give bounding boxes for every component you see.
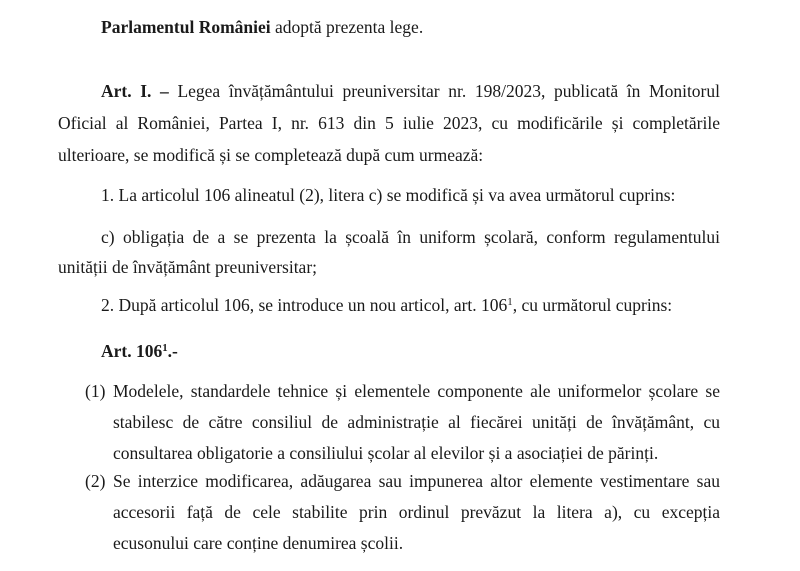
paragraph-2-line-3: ecusonului care conține denumirea școlii.	[113, 533, 404, 553]
superscript-1: 1	[507, 296, 513, 309]
letter-c-line-2: unității de învățământ preuniversitar;	[58, 257, 318, 277]
enactment-clause	[101, 16, 423, 38]
article-106-label: Art. 106	[101, 341, 163, 361]
paragraph-1-number: (1)	[85, 381, 106, 401]
letter-c-line-1: c) obligația de a se prezenta la școală în uniform școlară, conform regulamentului	[101, 227, 720, 247]
amendment-point-2	[101, 294, 672, 316]
paragraph-1-line-1: Modelele, standardele tehnice și elementele componente ale uniformelor școlare se	[113, 381, 720, 401]
paragraph-2-line-1: Se interzice modificarea, adăugarea sau impunerea altor elemente vestimentare sau	[113, 471, 720, 491]
article-1-text-line-3: ulterioare, se modifică și se completează după cum urmează:	[58, 145, 484, 165]
amendment-point-2-suffix: , cu următorul cuprins:	[512, 295, 673, 315]
enactment-text: adoptă prezenta lege.	[270, 17, 424, 37]
amendment-point-1: 1. La articolul 106 alineatul (2), litera c) se modifică și va avea următorul cuprins:	[101, 185, 676, 205]
parliament-name: Parlamentul României	[101, 17, 271, 37]
article-1-heading: Art. I. –	[101, 81, 169, 101]
article-106-1-heading	[101, 340, 178, 362]
paragraph-2-number: (2)	[85, 471, 106, 491]
paragraph-1-line-2: stabilesc de către consiliul de administrație al fiecărei unități de învățământ, cu	[113, 412, 720, 432]
article-1-text-line-1: Legea învățământului preuniversitar nr. 198/2023, publicată în Monitorul	[177, 81, 720, 101]
article-1-paragraph-line-1	[101, 80, 720, 102]
paragraph-1-line-3: consultarea obligatorie a consiliului școlar al elevilor și a asociației de părinți.	[113, 443, 659, 463]
paragraph-2-line-2: accesorii față de cele stabilite prin ordinul prevăzut la litera a), cu excepția	[113, 502, 720, 522]
article-1-text-line-2: Oficial al României, Partea I, nr. 613 din 5 iulie 2023, cu modificările și completările	[58, 113, 720, 133]
amendment-point-2-text: 2. După articolul 106, se introduce un nou articol, art. 106	[101, 295, 508, 315]
article-106-suffix: .-	[167, 341, 178, 361]
superscript-1: 1	[162, 342, 168, 355]
